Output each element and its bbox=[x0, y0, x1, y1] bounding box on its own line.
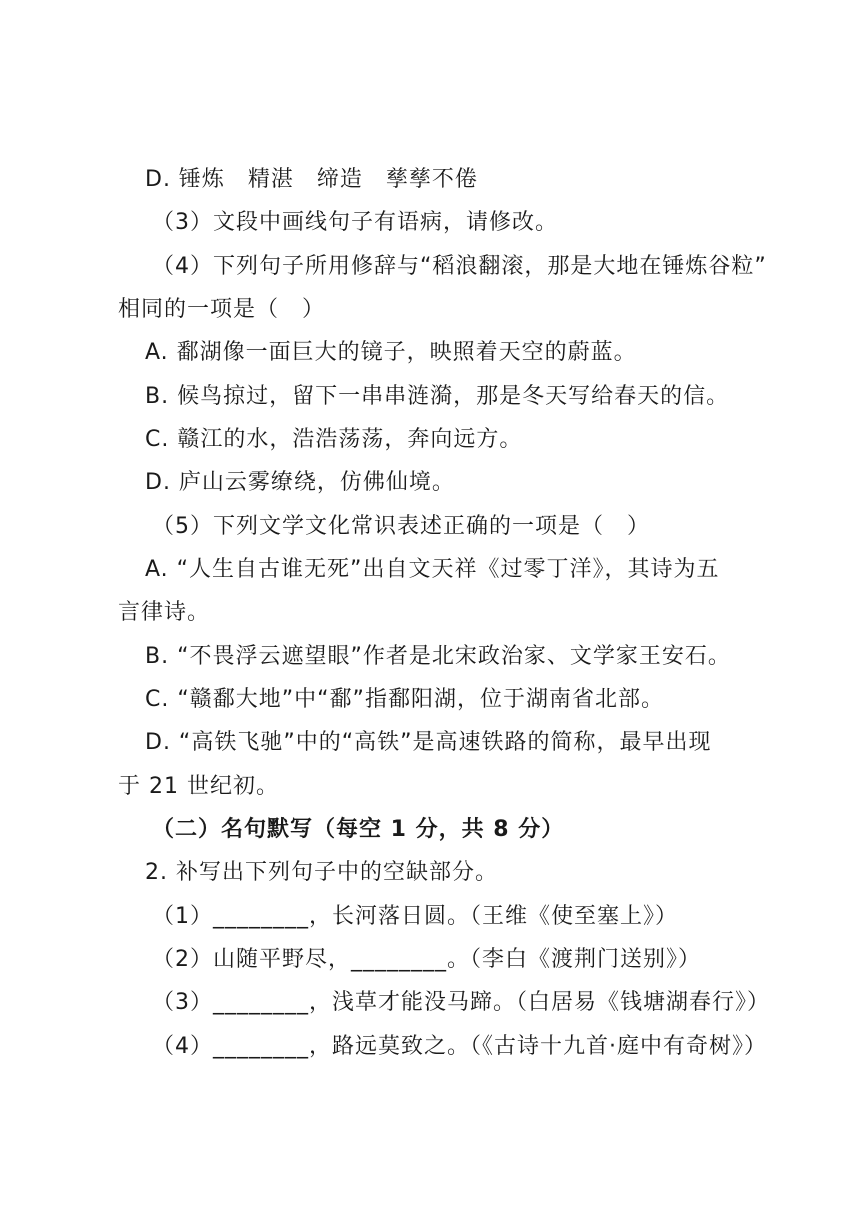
q5-option-a-continuation: 言律诗。 bbox=[118, 600, 211, 625]
q4-option-c: C. 赣江的水，浩浩荡荡，奔向远方。 bbox=[145, 427, 523, 452]
q5-option-c: C. “赣鄱大地”中“鄱”指鄱阳湖，位于湖南省北部。 bbox=[145, 687, 664, 712]
question-4-continuation: 相同的一项是（ ） bbox=[118, 297, 326, 322]
fill-blank-4: （4）________，路远莫致之。（《古诗十九首·庭中有奇树》） bbox=[152, 1034, 767, 1059]
option-d-word-list: D. 锤炼 精湛 缔造 孳孳不倦 bbox=[145, 167, 478, 192]
q4-option-a: A. 鄱湖像一面巨大的镜子，映照着天空的蔚蓝。 bbox=[145, 340, 637, 365]
fill-blank-3: （3）________，浅草才能没马蹄。（白居易《钱塘湖春行》） bbox=[152, 990, 770, 1015]
q5-option-d-continuation: 于 21 世纪初。 bbox=[118, 774, 279, 799]
question-2-prompt: 2. 补写出下列句子中的空缺部分。 bbox=[145, 860, 498, 885]
question-4: （4）下列句子所用修辞与“稻浪翻滚，那是大地在锤炼谷粒” bbox=[152, 254, 767, 279]
question-3: （3）文段中画线句子有语病，请修改。 bbox=[152, 210, 558, 235]
q5-option-d: D. “高铁飞驰”中的“高铁”是高速铁路的简称，最早出现 bbox=[145, 730, 712, 755]
q5-option-a: A. “人生自古谁无死”出自文天祥《过零丁洋》，其诗为五 bbox=[145, 557, 720, 582]
fill-blank-1: （1）________，长河落日圆。（王维《使至塞上》） bbox=[152, 904, 678, 929]
q5-option-b: B. “不畏浮云遮望眼”作者是北宋政治家、文学家王安石。 bbox=[145, 644, 731, 669]
fill-blank-2: （2）山随平野尽，________。（李白《渡荆门送别》） bbox=[152, 947, 701, 972]
question-5: （5）下列文学文化常识表述正确的一项是（ ） bbox=[152, 514, 650, 539]
q4-option-b: B. 候鸟掠过，留下一串串涟漪，那是冬天写给春天的信。 bbox=[145, 384, 730, 409]
q4-option-d: D. 庐山云雾缭绕，仿佛仙境。 bbox=[145, 470, 455, 495]
section-heading: （二）名句默写（每空 1 分，共 8 分） bbox=[152, 817, 565, 842]
